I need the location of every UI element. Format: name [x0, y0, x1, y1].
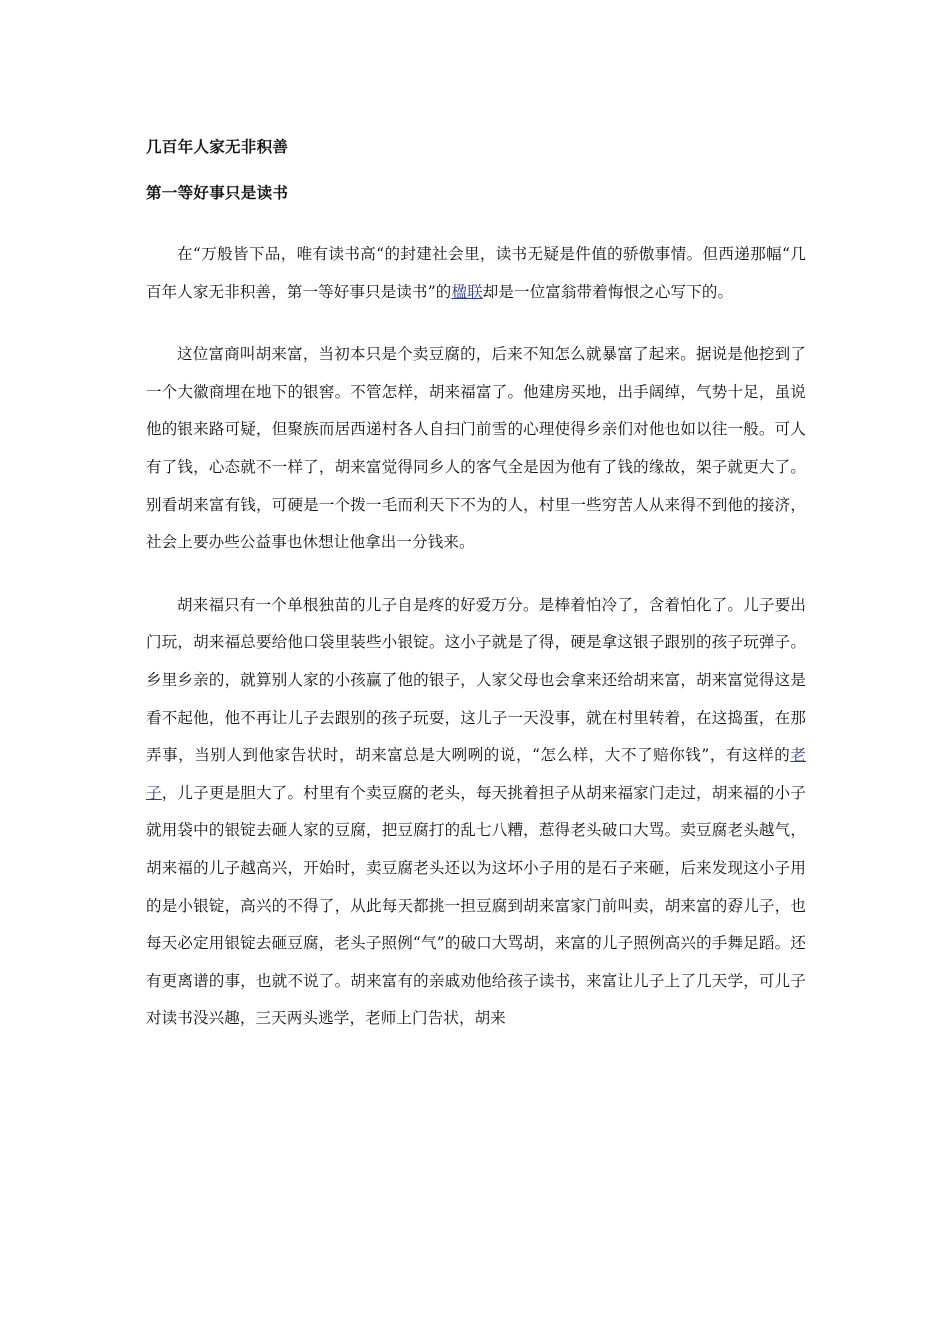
paragraph-1-text-before: 在“万般皆下品，唯有读书高“的封建社会里，读书无疑是件值的骄傲事情。但西递那幅“几百年人家无非积善，第一等好事只是读书”的: [146, 245, 806, 301]
paragraph-1-text-after: 却是一位富翁带着悔恨之心写下的。: [482, 282, 734, 301]
paragraph-2: 这位富商叫胡来富，当初本只是个卖豆腐的，后来不知怎么就暴富了起来。据说是他挖到了一个大徽商埋在地下的银窖。不管怎样，胡来福富了。他建房买地，出手阔绰，气势十足，虽说他的银来路可疑，但聚族而居西递村各人自扫门前雪的心理使得乡亲们对他也如以往一般。可人有了钱，心态就不一样了，胡来富觉得同乡人的客气全是因为他有了钱的缘故，架子就更大了。别看胡来富有钱，可硬是一个拨一毛而利天下不为的人，村里一些穷苦人从来得不到他的接济，社会上要办些公益事也休想让他拿出一分钱来。: [146, 345, 806, 552]
document-title: 几百年人家无非积善: [146, 138, 289, 156]
paragraph-3-text-before: 胡来福只有一个单根独苗的儿子自是疼的好爱万分。是棒着怕冷了，含着怕化了。儿子要出门玩，胡来福总要给他口袋里装些小银锭。这小子就是了得，硬是拿这银子跟别的孩子玩弹子。乡里乡亲的，就算别人家的小孩赢了他的银子，人家父母也会拿来还给胡来富，胡来富觉得这是看不起他，他不再让儿子去跟别的孩子玩耍，这儿子一天没事，就在村里转着，在这捣蛋，在那弄事，当别人到他家告状时，胡来富总是大咧咧的说，“怎么样，大不了赔你钱”，有这样的: [146, 595, 806, 765]
father-link[interactable]: 老子: [146, 746, 806, 802]
document-subtitle: 第一等好事只是读书: [146, 184, 289, 202]
paragraph-3: [146, 587, 806, 1038]
couplet-link[interactable]: 楹联: [451, 282, 483, 301]
document-page: [146, 132, 806, 1038]
paragraph-3-text-after: ，儿子更是胆大了。村里有个卖豆腐的老头，每天挑着担子从胡来福家门走过，胡来福的小子就用袋中的银锭去砸人家的豆腐，把豆腐打的乱七八糟，惹得老头破口大骂。卖豆腐老头越气，胡来福的儿子越高兴，开始时，卖豆腐老头还以为这坏小子用的是石子来砸，后来发现这小子用的是小银锭，高兴的不得了，从此每天都挑一担豆腐到胡来富家门前叫卖，胡来富的孬儿子，也每天必定用银锭去砸豆腐，老头子照例“气”的破口大骂胡，来富的儿子照例高兴的手舞足蹈。还有更离谱的事，也就不说了。胡来富有的亲戚劝他给孩子读书，来富让儿子上了几天学，可儿子对读书没兴趣，三天两头逃学，老师上门告状，胡来: [146, 783, 806, 1028]
paragraph-1: [146, 236, 806, 311]
